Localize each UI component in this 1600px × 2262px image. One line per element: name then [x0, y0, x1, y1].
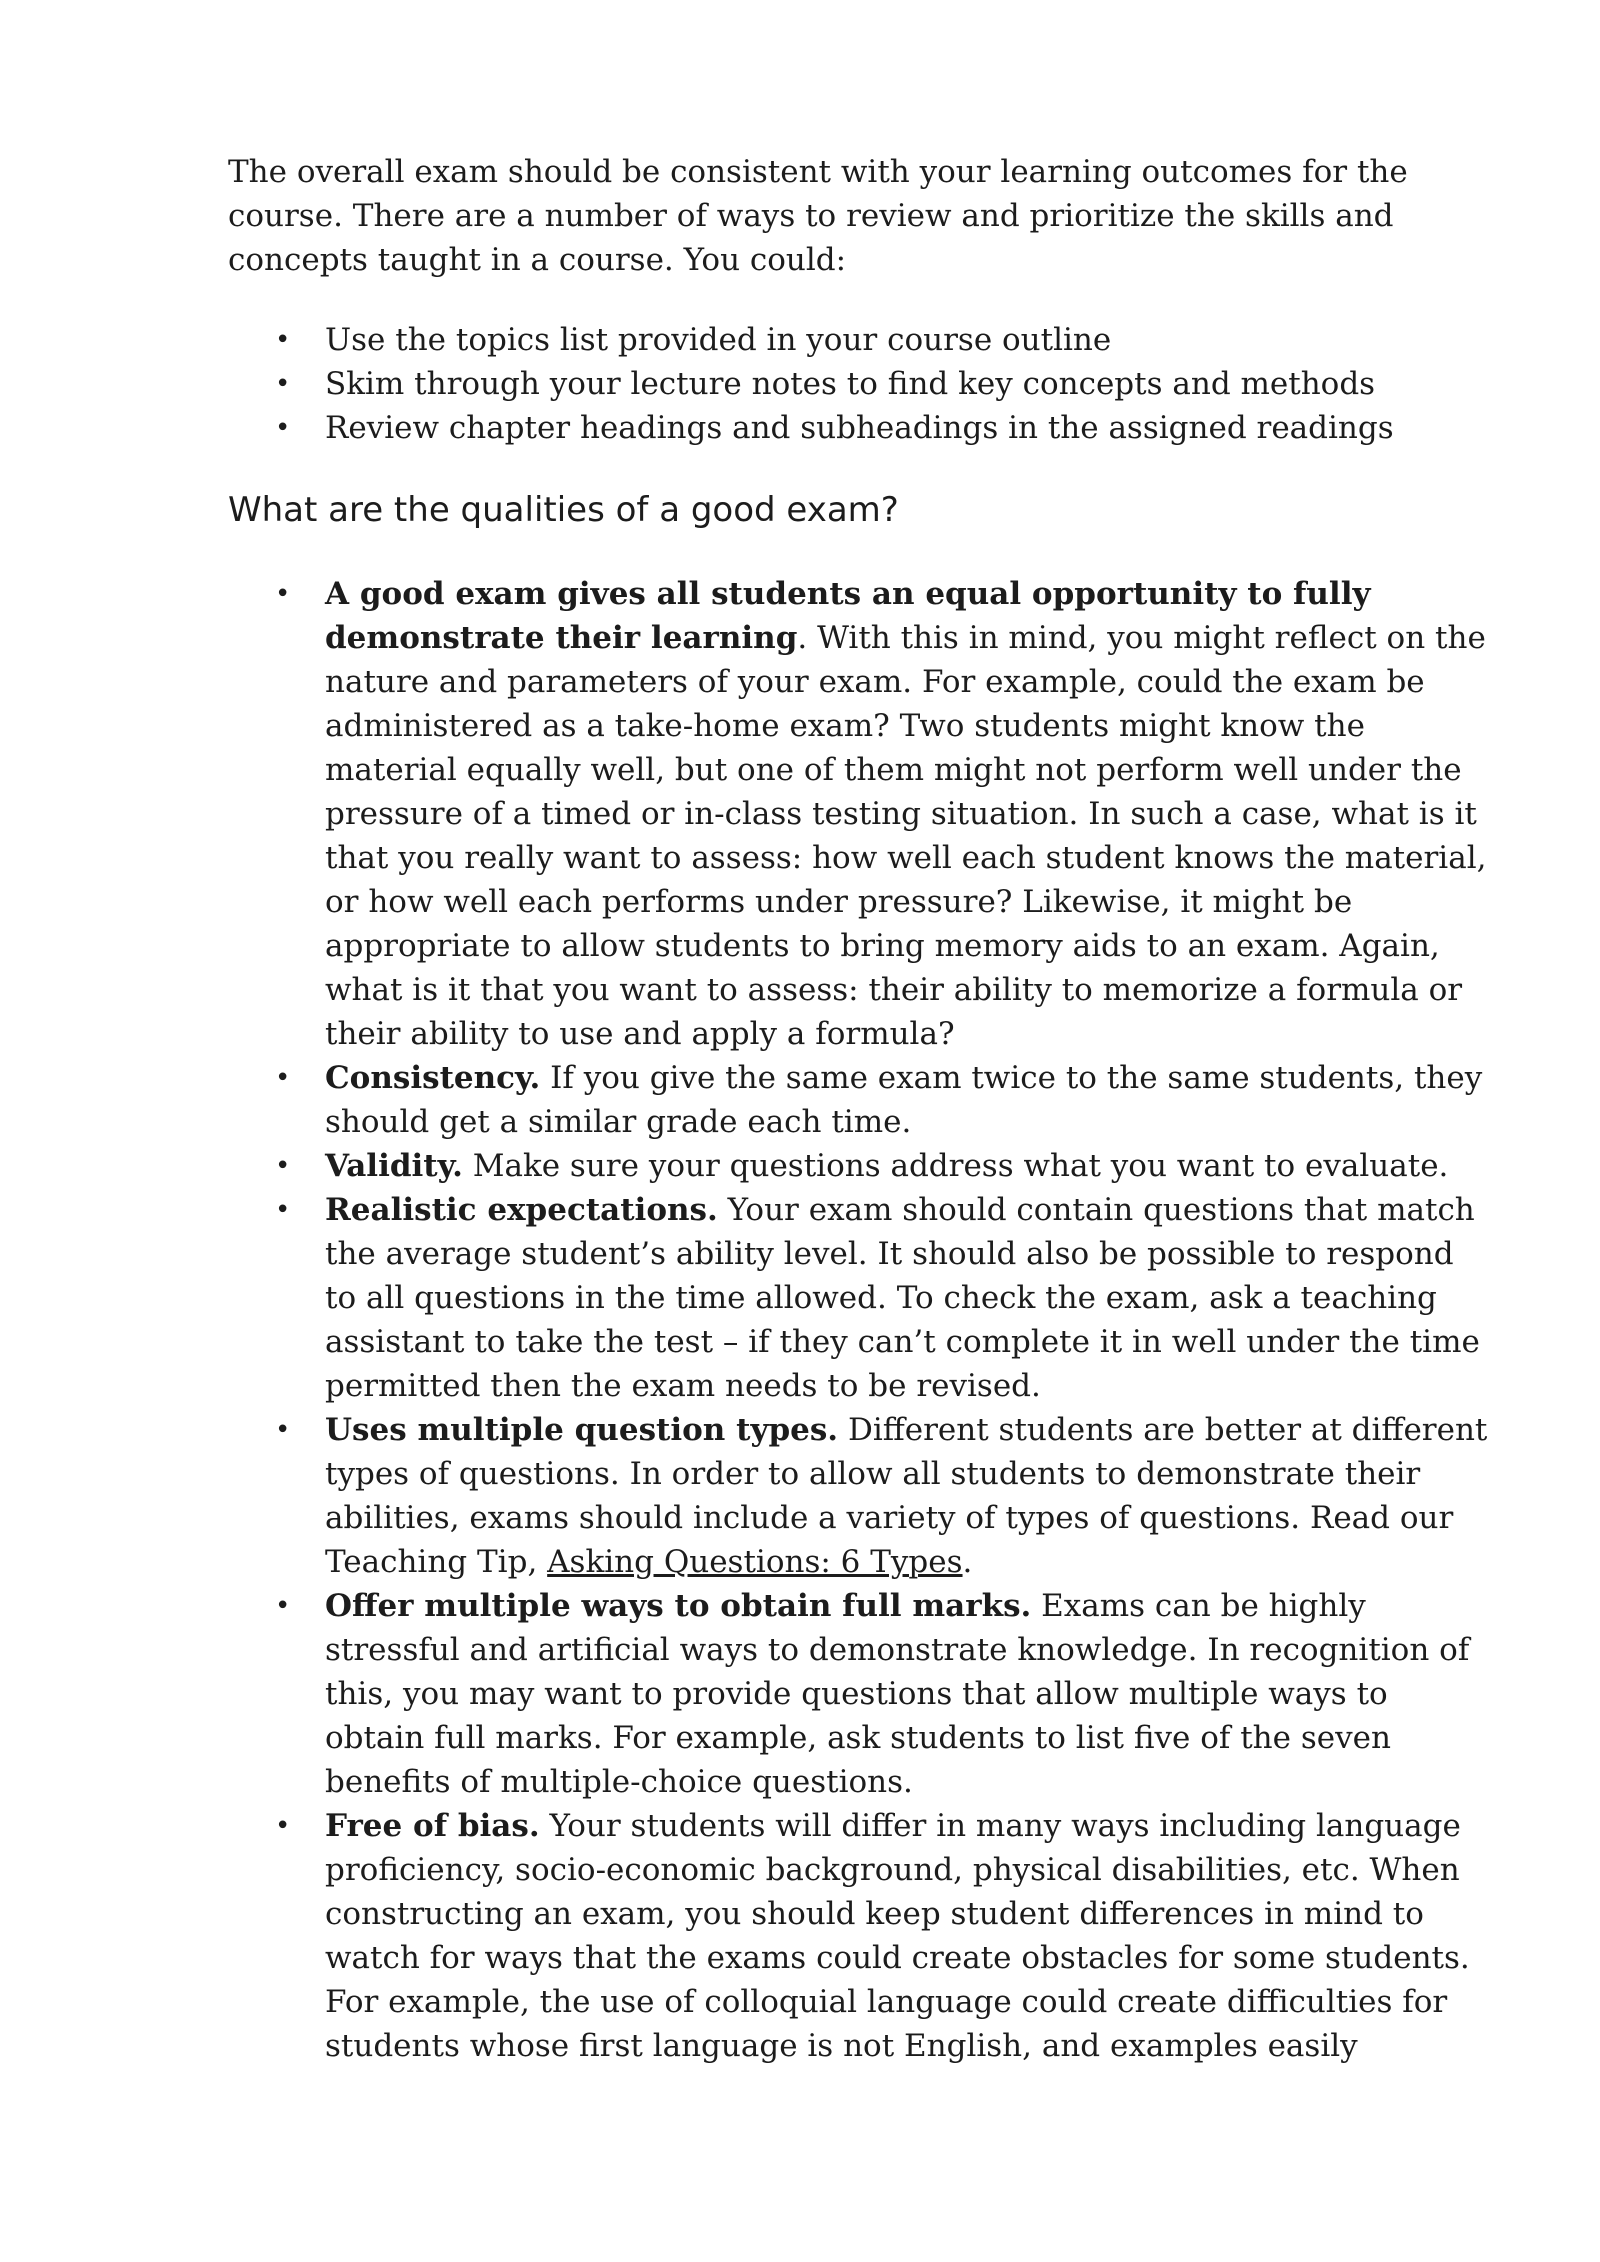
quality-item-full-marks — [325, 1584, 1490, 1804]
quality-text-tail: . — [962, 1544, 973, 1580]
section-heading: What are the qualities of a good exam? — [228, 490, 899, 530]
quality-item-free-of-bias — [325, 1804, 1490, 2068]
list-item: • Review chapter headings and subheadings in the assigned readings — [325, 406, 1490, 450]
quality-item-consistency — [325, 1056, 1490, 1144]
quality-lead: Realistic expectations. — [325, 1192, 718, 1228]
quality-lead: Offer multiple ways to obtain full marks. — [325, 1588, 1032, 1624]
list-item: • Use the topics list provided in your course outline — [325, 318, 1490, 362]
quality-lead: A good exam gives all students an equal opportunity to fully demonstrate their learning — [325, 576, 1371, 656]
list-item: • Skim through your lecture notes to find key concepts and methods — [325, 362, 1490, 406]
quality-text: Make sure your questions address what you want to evaluate. — [462, 1148, 1449, 1184]
quality-text: Your students will differ in many ways including language proficiency, socio-economic background, physical disabilities, etc. When constructing an exam, you should keep student differences in mind to watch for ways that the exams could create obstacles for some students. For example, the use of colloquial language could create difficulties for students whose first language is not English, and examples easily — [325, 1808, 1470, 2064]
quality-text: . With this in mind, you might reflect on the nature and parameters of your exam. For example, could the exam be administered as a take-home exam? Two students might know the material equally well, but one of them might not perform well under the pressure of a timed or in-class testing situation. In such a case, what is it that you really want to assess: how well each student knows the material, or how well each performs under pressure? Likewise, it might be appropriate to allow students to bring memory aids to an exam. Again, what is it that you want to assess: their ability to memorize a formula or their ability to use and apply a formula? — [325, 620, 1487, 1052]
asking-questions-link[interactable]: Asking Questions: 6 Types — [547, 1544, 963, 1580]
quality-lead: Validity. — [325, 1148, 463, 1184]
quality-item-question-types — [325, 1408, 1490, 1584]
review-methods-list — [228, 318, 1490, 450]
quality-text: Exams can be highly stressful and artificial ways to demonstrate knowledge. In recognition of this, you may want to provide questions that allow multiple ways to obtain full marks. For example, ask students to list five of the seven benefits of multiple-choice questions. — [325, 1588, 1470, 1800]
quality-item-equal-opportunity — [325, 572, 1490, 1056]
quality-item-validity — [325, 1144, 1490, 1188]
document-page — [228, 150, 1490, 2068]
quality-lead: Free of bias. — [325, 1808, 540, 1844]
qualities-list — [228, 572, 1490, 2068]
quality-item-realistic-expectations — [325, 1188, 1490, 1408]
quality-text: Different students are better at different types of questions. In order to allow all students to demonstrate their abilities, exams should include a variety of types of questions. Read our Teaching Tip, — [325, 1412, 1488, 1580]
quality-lead: Consistency. — [325, 1060, 541, 1096]
quality-lead: Uses multiple question types. — [325, 1412, 839, 1448]
intro-paragraph: The overall exam should be consistent with your learning outcomes for the course. There are a number of ways to review and prioritize the skills and concepts taught in a course. You could: — [228, 154, 1408, 278]
quality-text: If you give the same exam twice to the same students, they should get a similar grade each time. — [325, 1060, 1483, 1140]
quality-text: Your exam should contain questions that match the average student’s ability level. It should also be possible to respond to all questions in the time allowed. To check the exam, ask a teaching assistant to take the test – if they can’t complete it in well under the time permitted then the exam needs to be revised. — [325, 1192, 1480, 1404]
